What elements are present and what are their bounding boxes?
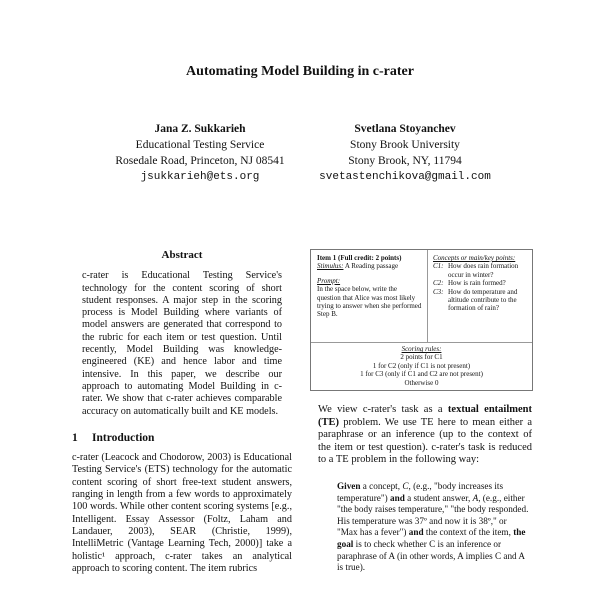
author-name: Jana Z. Sukkarieh (154, 123, 246, 135)
prompt-label: Prompt: (317, 276, 341, 285)
te-paragraph: We view c-rater's task as a textual entailment (TE) problem. We use TE here to mean either a paraphrase or an inference (up to the context of the item or test question). c-rater's task is reduced to a TE problem in the following way: (318, 404, 533, 466)
author-block-2 (300, 121, 510, 185)
box-divider-horizontal (311, 342, 532, 343)
scoring-rule: 1 for C3 (only if C1 and C2 are not present) (360, 370, 483, 379)
prompt-text: In the space below, write the question that Alice was most likely trying to answer when she performed Step B. (317, 285, 422, 319)
te-term: textual entailment (TE) (318, 404, 533, 428)
author-name: Svetlana Stoyanchev (354, 123, 456, 135)
author-email: jsukkarieh@ets.org (140, 171, 260, 183)
stimulus-text: A Reading passage (344, 262, 399, 271)
item-example-box (310, 249, 533, 391)
section-title: Introduction (92, 431, 155, 444)
scoring-rule: Otherwise 0 (404, 378, 439, 387)
abstract-heading: Abstract (161, 249, 203, 261)
concept-item: C2: How is rain formed? (433, 279, 506, 288)
concept-item: C1: How does rain formation occur in winter? (433, 262, 519, 279)
box-divider-vertical (427, 250, 428, 342)
stimulus-label: Stimulus: (317, 262, 344, 271)
abstract-text: c-rater is Educational Testing Service's technology for the content scoring of short student responses. A major step in the scoring process is Model Building where variants of model answers are generated that correspond to the rubric for each item or test question. Until recently, Model Building was knowledge-engineered (KE) and hence labor and time intensive. In this paper, we describe our approach to automating Model Building in c-rater. We show that c-rater achieves comparable accuracy on automatically built and KE models. (82, 270, 282, 417)
scoring-rule: 2 points for C1 (400, 353, 443, 362)
intro-text: c-rater (Leacock and Chodorow, 2003) is Educational Testing Service's (ETS) technology for the automatic content scoring of short free-text student answers, ranging in length from a few words to approximately 100 words. While other content scoring systems [e.g., Intelligent. Essay Assessor (Foltz, Laham and Landauer, 2003), SEAR (Christie, 1999), IntelliMetric (Vantage Learning Tech, 2000)] take a holistic¹ approach, c-rater takes an analytical approach to scoring content. The item rubrics (72, 452, 292, 574)
author-affiliation: Stony Brook University (350, 139, 460, 151)
concept-item: C3: How do temperature and altitude contribute to the formation of rain? (433, 287, 518, 313)
scoring-label: Scoring rules: (401, 345, 442, 353)
paper-title: Automating Model Building in c-rater (186, 64, 414, 79)
author-address: Stony Brook, NY, 11794 (348, 155, 462, 167)
left-column (72, 249, 292, 575)
scoring-rule: 1 for C2 (only if C1 is not present) (372, 361, 471, 370)
author-affiliation: Educational Testing Service (135, 139, 265, 151)
section-number: 1 (72, 431, 78, 444)
item-description (317, 254, 422, 319)
author-address: Rosedale Road, Princeton, NJ 08541 (115, 155, 285, 167)
scoring-rules (311, 345, 532, 387)
author-block-1 (95, 121, 305, 185)
concepts-label: Concepts or main/key points: (433, 254, 516, 262)
author-email: svetastenchikova@gmail.com (319, 171, 491, 183)
te-example: Given a concept, C, (e.g., "body increases its temperature") and a student answer, A, (e.g., either "the body raises temperature," "the body responded. His temperature was 37º and now it is 38º," or "Max has a fever") and the context of the item, the goal is to check whether C is an inference or paraphrase of A (in other words, A implies C and A is true). (337, 481, 529, 573)
section-heading (72, 432, 292, 444)
item-title: Item 1 (Full credit: 2 points) (317, 254, 402, 262)
concepts-list (433, 254, 529, 313)
